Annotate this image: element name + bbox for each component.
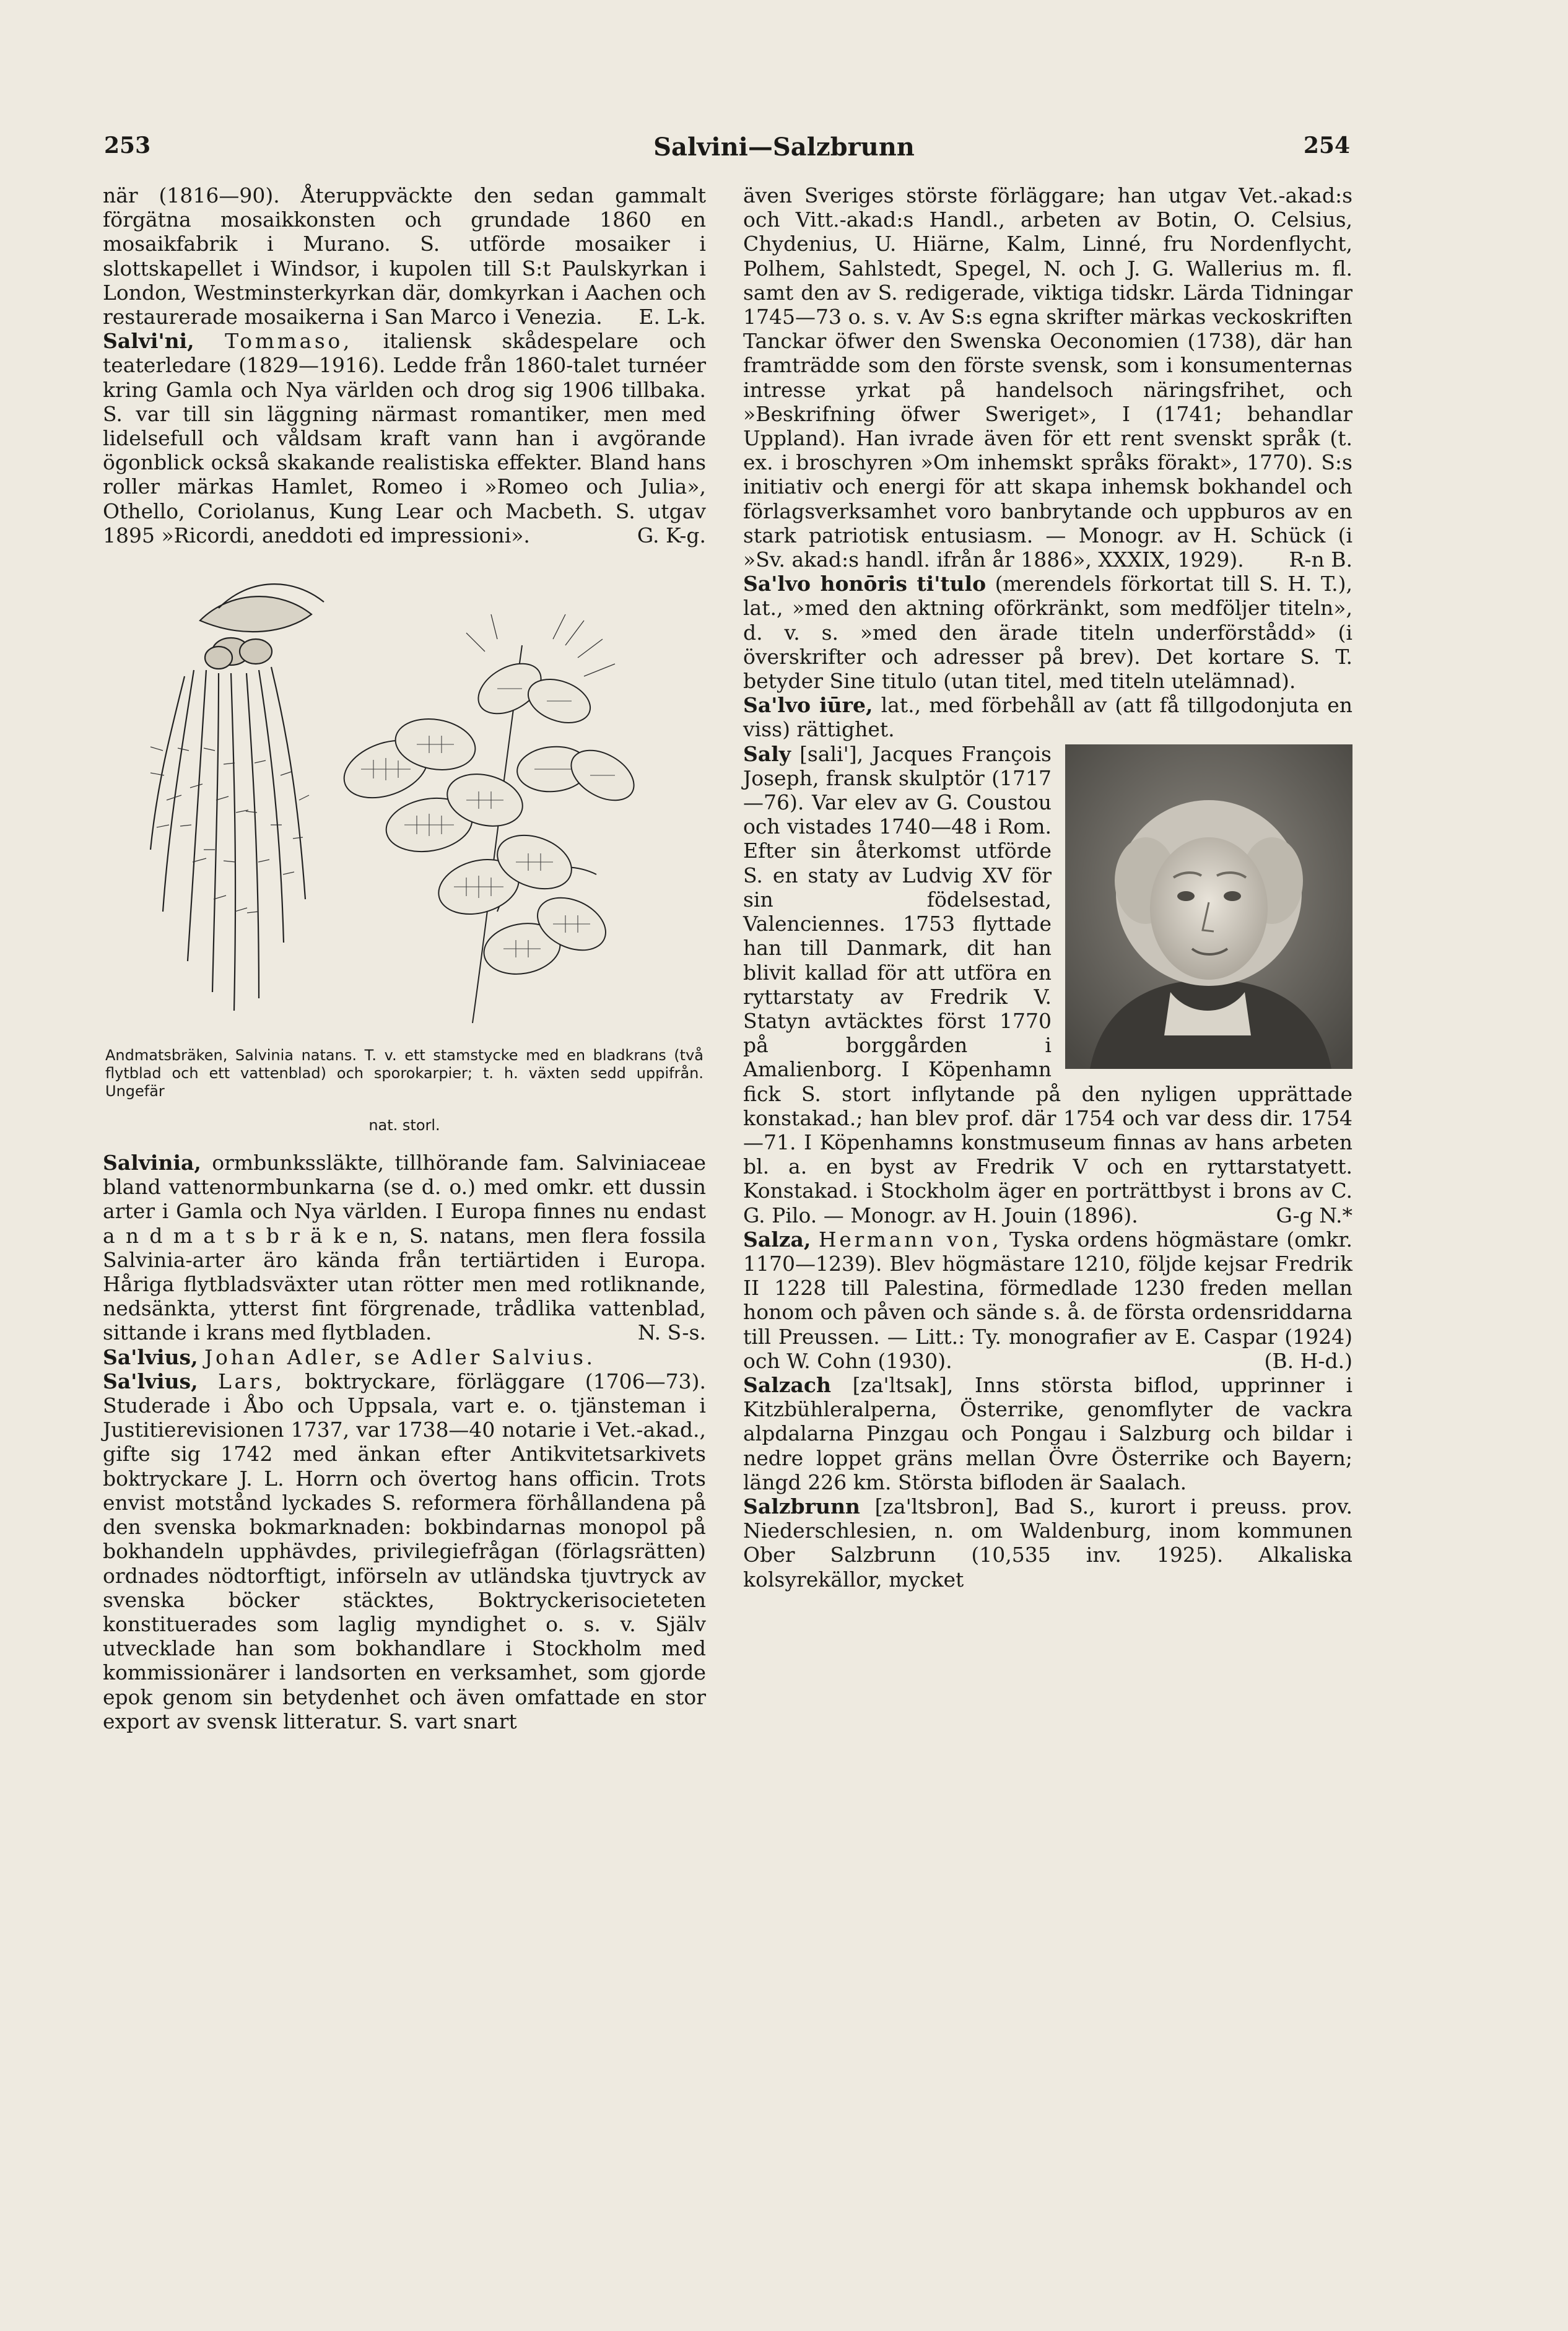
entry-salvius-lars [103, 1369, 706, 1733]
entry-person-name: Tommaso, [225, 329, 352, 354]
author-signature: G-g N.* [1276, 1203, 1352, 1227]
entry-headword: Salza, [743, 1227, 811, 1252]
entry-salvius-johan [103, 1345, 706, 1369]
author-signature: (B. H-d.) [1264, 1348, 1352, 1373]
entry-person-name: Lars, [217, 1369, 285, 1393]
right-column [743, 183, 1352, 1592]
saly-portrait [1065, 744, 1352, 1069]
entry-headword: Salvinia, [103, 1151, 201, 1175]
author-signature: N. S-s. [637, 1320, 706, 1345]
running-title: Salvini—Salzbrunn [653, 133, 915, 162]
entry-salviati-continued [103, 183, 706, 329]
entry-text: lat., med förbehåll av (att få tillgodonjuta en viss) rättighet. [743, 693, 1352, 742]
entry-text: italiensk skådespelare och teaterledare (1829—1916). Ledde från 1860-talet turnéer kring Gamla och Nya världen och drog sig 1906 tillbaka. S. var till sin läggning närmast romantiker, men med lidelsefull och våldsam kraft vann han i avgörande ögonblick också skakande realistiska effekter. Bland hans roller märkas Hamlet, Romeo i »Romeo och Julia», Othello, Coriolanus, Kung Lear och Macbeth. S. utgav 1895 »Ricordi, aneddoti ed impressioni». [103, 329, 707, 547]
entry-text: boktryckare, förläggare (1706—73). Studerade i Åbo och Uppsala, vart e. o. tjänsteman i Justitierevisionen 1737, var 1738—40 notarie i Vet.-akad., gifte sig 1742 med änkan efter Antikvitetsarkivets boktryckare J. L. Horrn och övertog hans officin. Trots envist motstånd lyckades S. reformera förhållandena på den svenska bokmarknaden: bokbindarnas monopol på bokhandeln upphävdes, privilegiefrågan (förlagsrätten) ordnades nödtorftigt, införseln av utländska tjuvtryck av svenska böcker stäcktes, Boktryckerisocieteten konstituerades som laglig myndighet o. s. v. Själv utvecklade han som bokhandlare i Stockholm med kommissionärer i landsorten en verksamhet, som gjorde epok genom sin betydenhet och även omfattade en stor export av svensk litteratur. S. vart snart [103, 1369, 707, 1733]
figure-caption-last-line: nat. storl. [368, 1117, 440, 1135]
entry-text: Johan Adler, se Adler Salvius. [204, 1344, 596, 1369]
entry-text: (merendels förkortat till S. H. T.), lat., »med den aktning oförkränkt, som medföljer titeln», d. v. s. »med den ärade titeln underförstådd» (i överskrifter och adresser på brev). Det kortare S. T. betyder Sine titulo (utan titel, med titeln utelämnad). [743, 572, 1352, 694]
entry-headword: Salzach [743, 1372, 831, 1397]
entry-text: även Sveriges störste förläggare; han utgav Vet.-akad:s och Vitt.-akad:s Handl., arbeten av Botin, O. Celsius, Chydenius, U. Hiärne, Kalm, Linné, fru Nordenflycht, Polhem, Sahlstedt, Spegel, N. och J. G. Wallerius m. fl. samt den av S. redigerade, viktiga tidskr. Lärda Tidningar 1745—73 o. s. v. Av S:s egna skrifter märkas veckoskriften Tanckar öfwer den Swenska Oeconomien (1738), där han framträdde som den förste svensk, som i konsumenternas intresse yrkat på handelsoch näringsfrihet, och »Beskrifning öfwer Sweriget», I (1741; behandlar Uppland). Han ivrade även för ett rent svenskt språk (t. ex. i broschyren »Om inhemskt språks förakt», 1770). S:s initiativ och energi för att skapa inhemsk bokhandel och förlagsverksamhet voro banbrytande och uppburos av en stark patriotisk entusiasm. — Monogr. av H. Schück (i »Sv. akad:s handl. ifrån år 1886», XXXIX, 1929). [743, 183, 1352, 572]
entry-salza [743, 1227, 1352, 1373]
page-number-right: 254 [1303, 133, 1350, 159]
entry-text: [za'ltsak], Inns största biflod, upprinner i Kitzbühleralperna, Österrike, genomflyter de vackra alpdalarna Pinzgau och Pongau i Salzburg och bildar i nedre loppet gräns mellan Övre Österrike och Bayern; längd 226 km. Största bifloden är Saalach. [743, 1372, 1353, 1494]
salvinia-drawing [126, 565, 683, 1042]
entry-text: [za'ltsbron], Bad S., kurort i preuss. prov. Niederschlesien, n. om Waldenburg, inom kommunen Ober Salzbrunn (10,535 inv. 1925). Alkaliska kolsyrekällor, mycket [743, 1494, 1352, 1592]
entry-text: Tyska ordens högmästare (omkr. 1170—1239). Blev högmästare 1210, följde kejsar Fredrik II 1228 till Palestina, förmedlade 1230 freden mellan honom och påven och sände s. å. de första ordensriddarna till Preussen. — Litt.: Ty. monografier av E. Caspar (1924) och W. Cohn (1930). [743, 1227, 1352, 1373]
entry-person-name: Hermann von, [818, 1227, 1002, 1252]
entry-headword: Sa'lvo honōris ti'tulo [743, 572, 987, 596]
entry-salvo-iure [743, 693, 1352, 741]
entry-headword: Saly [743, 741, 791, 766]
entry-salvini [103, 329, 706, 547]
entry-text: när (1816—90). Återuppväckte den sedan gammalt förgätna mosaikkonsten och grundade 1860 en mosaikfabrik i Murano. S. utförde mosaiker i slottskapellet i Windsor, i kupolen till S:t Paulskyrkan i London, Westminsterkyrkan där, domkyrkan i Aachen och restaurerade mosaikerna i San Marco i Venezia. [103, 183, 706, 329]
author-signature: R-n B. [1289, 547, 1352, 572]
entry-salvo-honoris-titulo [743, 572, 1352, 693]
author-signature: G. K-g. [637, 523, 706, 547]
left-column [103, 183, 706, 1733]
entry-headword: Salvi'ni, [103, 329, 194, 354]
entry-salvinia [103, 1151, 706, 1345]
entry-salvius-lars-continued [743, 183, 1352, 572]
entry-headword: Sa'lvius, [103, 1344, 198, 1369]
entry-headword: Sa'lvo iūre, [743, 693, 873, 718]
salvinia-illustration [103, 565, 706, 1135]
entry-saly [743, 742, 1352, 1227]
entry-salzach [743, 1373, 1352, 1494]
figure-caption: Andmatsbräken, Salvinia natans. T. v. ett stamstycke med en bladkrans (två flytblad och ett vattenblad) och sporokarpier; t. h. växten sedd uppifrån. Ungefär [105, 1047, 703, 1100]
entry-text: ormbunkssläkte, tillhörande fam. Salviniaceae bland vattenormbunkarna (se d. o.) med omkr. ett dussin arter i Gamla och Nya världen. I Europa finnes nu endast a n d m a t s b r ä k e n, S. natans, men flera fossila Salvinia-arter äro kända från tertiärtiden i Europa. Håriga flytbladsväxter utan rötter men med rotliknande, nedsänkta, ytterst fint förgrenade, trådlika vattenblad, sittande i krans med flytbladen. [103, 1151, 706, 1345]
entry-text: [sali'], Jacques François Joseph, fransk skulptör (1717—76). Var elev av G. Coustou och vistades 1740—48 i Rom. Efter sin återkomst utförde S. en staty av Ludvig XV för sin födelsestad, Valenciennes. 1753 flyttade han till Danmark, dit han blivit kallad för att utföra en ryttarstaty av Fredrik V. Statyn avtäcktes först 1770 på borggården i Amalienborg. I Köpenhamn fick S. stort inflytande på den nyligen upprättade konstakad.; han blev prof. där 1754 och var dess dir. 1754 —71. I Köpenhamns konstmuseum finnas av hans arbeten bl. a. en byst av Fredrik V och en ryttarstatyett. Konstakad. i Stockholm äger en porträttbyst i brons av C. G. Pilo. — Monogr. av H. Jouin (1896). [743, 741, 1352, 1227]
page-number-left: 253 [104, 133, 151, 159]
entry-salzbrunn [743, 1494, 1352, 1592]
entry-headword: Sa'lvius, [103, 1369, 198, 1393]
entry-headword: Salzbrunn [743, 1494, 860, 1518]
author-signature: E. L-k. [638, 305, 706, 329]
